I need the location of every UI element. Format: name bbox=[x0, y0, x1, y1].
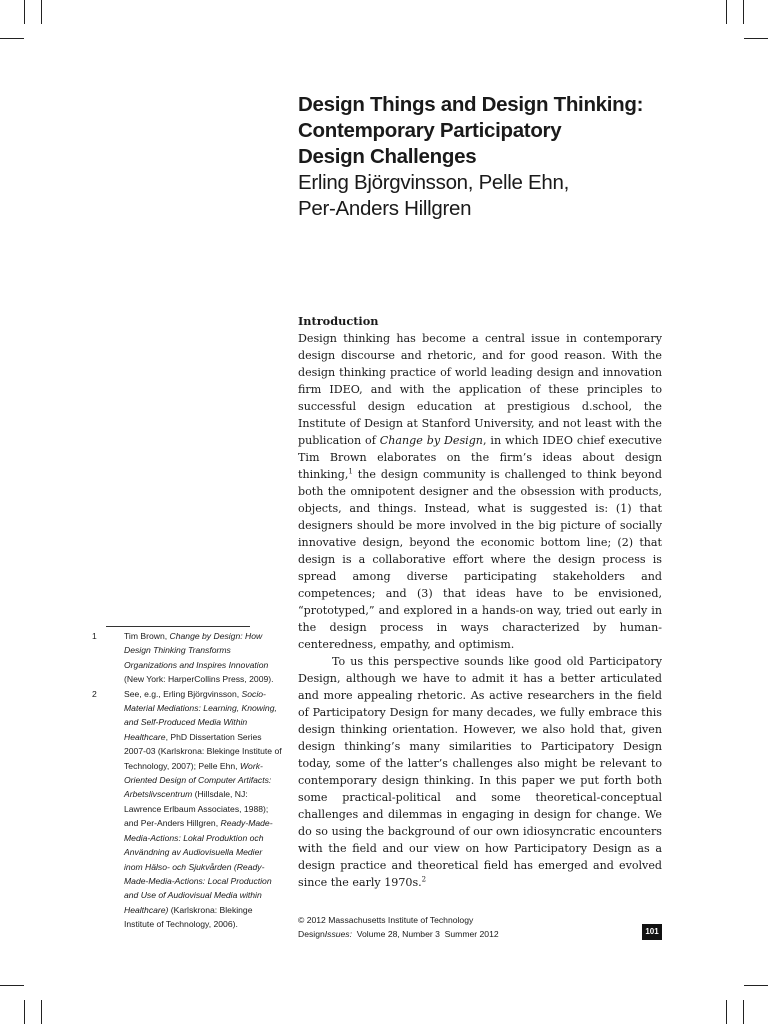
footnote-title: Work-Oriented Design of Computer Artifacts: Arbetslivscentrum bbox=[124, 760, 272, 800]
crop-mark bbox=[743, 1000, 744, 1024]
footnote-text bbox=[124, 687, 282, 932]
crop-mark bbox=[24, 0, 25, 24]
footnote-title: Ready-Made-Media-Actions: Lokal Produktion och Användning av Audiovisuella Medier inom Hälso- och Sjukvården (Ready-Made-Media-Actions: Local Production and Use of Audiovisual Media within Healthcare) bbox=[124, 818, 273, 915]
footnotes bbox=[92, 629, 282, 932]
article-authors bbox=[298, 170, 678, 222]
journal-name-italic: Issues: bbox=[324, 929, 352, 939]
footnote-part: (New York: HarperCollins Press, 2009). bbox=[124, 674, 274, 685]
title-line: Contemporary Participatory bbox=[298, 119, 562, 142]
footnote-number: 1 bbox=[92, 631, 97, 641]
crop-mark bbox=[0, 38, 24, 39]
volume-info: Volume 28, Number 3 Summer 2012 bbox=[352, 929, 499, 939]
footnote-part: , PhD Dissertation Series 2007-03 (Karlskrona: Blekinge Institute of Technology, 2007); Pelle Ehn, bbox=[124, 731, 282, 771]
paragraph-1 bbox=[298, 330, 662, 653]
crop-mark bbox=[743, 0, 744, 24]
book-title: Change by Design bbox=[379, 434, 483, 447]
copyright: © 2012 Massachusetts Institute of Technology bbox=[298, 915, 474, 925]
paragraph-text: the design community is challenged to think beyond both the omnipotent designer and the obsession with products, objects, and things. Instead, what is suggested is: (1) that designers should be more involved in the big picture of socially innovative design, beyond the economic bottom line; (2) that design is a collaborative effort where the design process is spread among diverse participating stakeholders and competences; and (3) that ideas have to be envisioned, “prototyped,” and explored in a hands-on way, tried out early in the design process in ways characterized by human-centeredness, empathy, and optimism. bbox=[298, 468, 662, 651]
footnote-number: 2 bbox=[92, 688, 97, 699]
footnote-2 bbox=[92, 687, 282, 932]
crop-mark bbox=[0, 985, 24, 986]
footnote-part: (Hillsdale, NJ: Lawrence Erlbaum Associates, 1988); and Per-Anders Hillgren, bbox=[124, 789, 269, 829]
footnote-text bbox=[124, 629, 282, 687]
crop-mark bbox=[726, 0, 727, 24]
crop-mark bbox=[41, 0, 42, 24]
title-block bbox=[298, 92, 678, 222]
paragraph-text: Design thinking has become a central issue in contemporary design discourse and rhetoric, and for good reason. With the design thinking practice of world leading design and innovation firm IDEO, and with the application of these principles to successful design education at prestigious d.school, the Institute of Design at Stanford University, and not least with the publication of bbox=[298, 332, 662, 447]
journal-info bbox=[298, 927, 662, 941]
footnote-title: Change by Design: How Design Thinking Transforms Organizations and Inspires Innovation bbox=[124, 631, 269, 670]
crop-mark bbox=[726, 1000, 727, 1024]
section-heading: Introduction bbox=[298, 314, 379, 328]
footnote-1 bbox=[92, 629, 282, 687]
footnote-part: Tim Brown, bbox=[124, 631, 170, 641]
paragraph-text: To us this perspective sounds like good old Participatory Design, although we have to admit it has a better articulated and more appealing rhetoric. As active researchers in the field of Participatory Design for many decades, we fully embrace this design thinking orientation. However, we also hold that, given design thinking’s many similarities to Participatory Design today, some of the latter’s challenges also might be relevant to contemporary design thinking. In this paper we put forth both some practical-political and some theoretical-conceptual challenges and dilemmas in engaging in design for change. We do so using the background of our own idiosyncratic encounters with the field and our view on how Participatory Design as a design practice and theoretical field has emerged and evolved since the early 1970s. bbox=[298, 655, 662, 889]
footnote-title: Socio-Material Mediations: Learning, Knowing, and Self-Produced Media Within Healthcare bbox=[124, 688, 277, 742]
footnote-part: (Karlskrona: Blekinge Institute of Technology, 2006). bbox=[124, 904, 253, 930]
crop-mark bbox=[24, 1000, 25, 1024]
body-column bbox=[298, 313, 662, 891]
authors-line: Per-Anders Hillgren bbox=[298, 197, 472, 220]
footnote-part: See, e.g., Erling Björgvinsson, bbox=[124, 688, 242, 699]
paragraph-2 bbox=[298, 653, 662, 891]
page-number: 101 bbox=[642, 924, 662, 940]
crop-mark bbox=[41, 1000, 42, 1024]
page-footer bbox=[298, 913, 662, 941]
authors-line: Erling Björgvinsson, Pelle Ehn, bbox=[298, 171, 570, 194]
crop-mark bbox=[744, 985, 768, 986]
journal-name: Design bbox=[298, 929, 325, 939]
article-title bbox=[298, 92, 678, 170]
title-line: Design Challenges bbox=[298, 145, 477, 168]
footnote-ref: 1 bbox=[348, 467, 353, 476]
paragraph-text: , in which IDEO chief executive Tim Brown elaborates on the firm’s ideas about design thinking, bbox=[298, 434, 662, 481]
footnote-ref: 2 bbox=[421, 875, 427, 884]
footnote-rule bbox=[106, 626, 250, 627]
crop-mark bbox=[744, 38, 768, 39]
title-line: Design Things and Design Thinking: bbox=[298, 93, 644, 116]
